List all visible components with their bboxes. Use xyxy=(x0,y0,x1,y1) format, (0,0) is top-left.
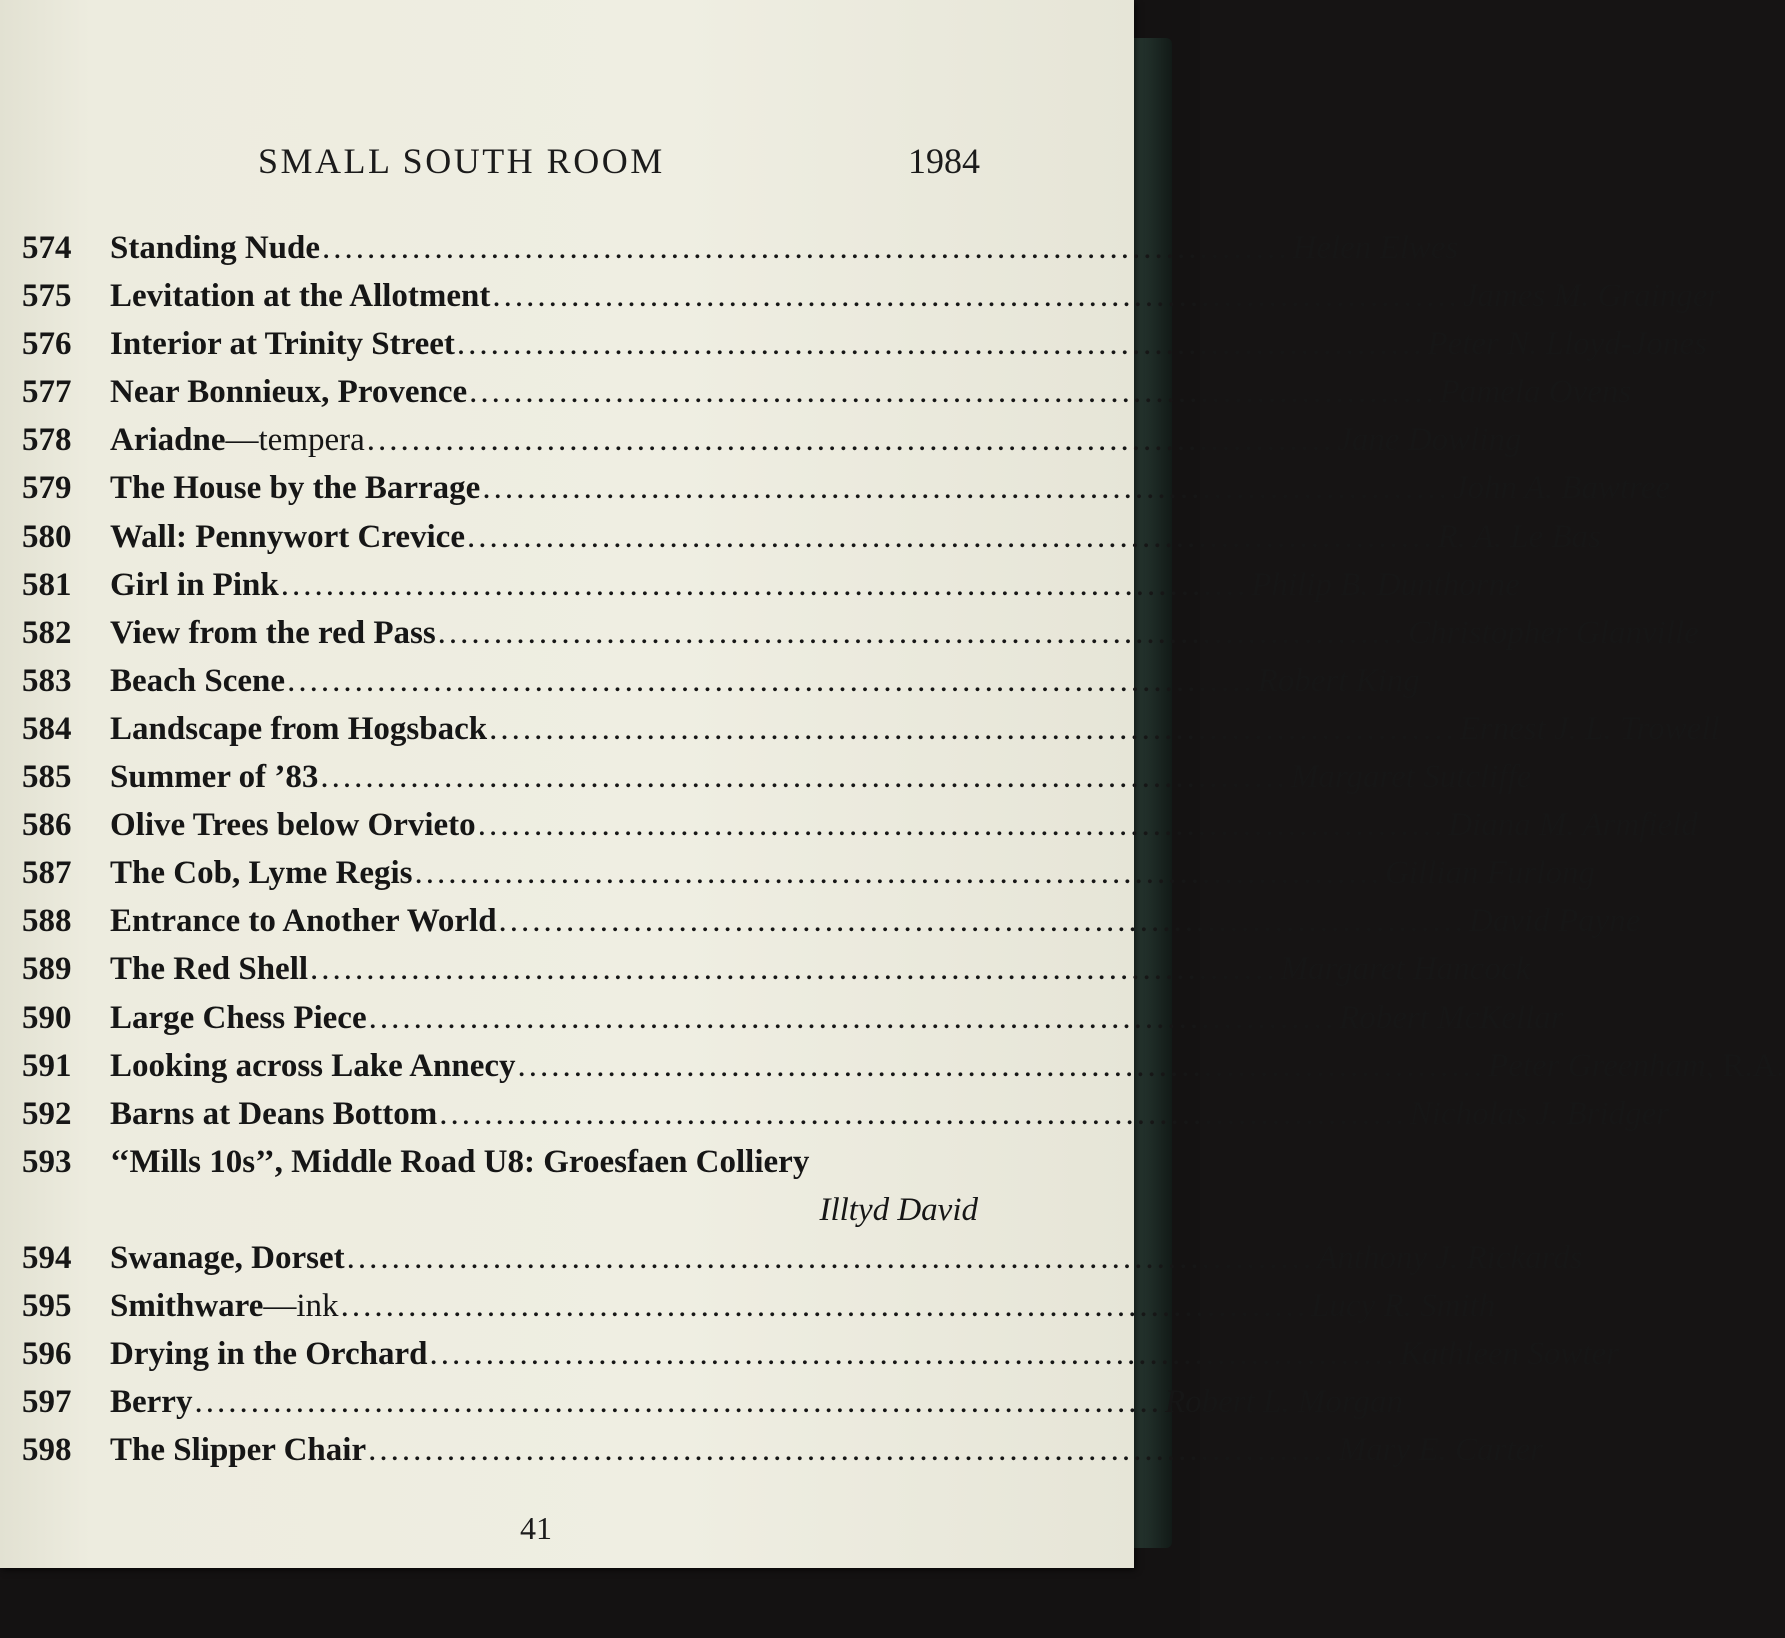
entry-artist: David Payne xyxy=(1469,903,1641,940)
list-item xyxy=(0,801,1698,849)
dot-leader: ...................................................................................... xyxy=(437,614,1406,651)
list-item xyxy=(0,416,1522,464)
dot-leader: ...................................................................................... xyxy=(346,1239,1315,1276)
entry-medium: —ink xyxy=(263,1287,339,1324)
dot-leader: ...................................................................................... xyxy=(517,1047,1486,1084)
dot-leader: ...................................................................................... xyxy=(320,759,1288,796)
list-item xyxy=(0,464,1671,512)
dot-leader: ...................................................................................... xyxy=(322,230,1290,266)
list-item xyxy=(0,705,1720,753)
entry-number: 598 xyxy=(22,1432,72,1469)
entry-artist: Illtyd David xyxy=(819,1191,978,1228)
entry-number: 597 xyxy=(22,1384,72,1421)
entry-title: Landscape from Hogsback xyxy=(110,710,488,747)
entry-artist: John A. Bawtree xyxy=(1452,470,1671,507)
entry-artist: Peter N. Lloyd-Jones xyxy=(1427,326,1707,363)
entry-title: View from the red Pass xyxy=(110,614,436,651)
entry-medium: —tempera xyxy=(225,422,365,459)
entry-artist: Anthony J. Rickards xyxy=(1317,1239,1583,1276)
entry-number: 596 xyxy=(22,1335,72,1372)
entry-title: The House by the Barrage xyxy=(110,470,481,507)
entry-title: Drying in the Orchard xyxy=(110,1335,428,1372)
dot-leader: ...................................................................................... xyxy=(429,1335,1397,1372)
entry-artist xyxy=(1488,1042,1785,1090)
entry-artist: Christopher Glanville xyxy=(1408,614,1699,651)
entry-title xyxy=(110,416,365,464)
list-item xyxy=(0,272,1721,320)
entry-number: 588 xyxy=(22,903,72,940)
entry-artist: Philip B. Dunthorne xyxy=(1251,566,1520,603)
entry-artist-name: Peter Greenham xyxy=(1488,1047,1706,1084)
entry-title: The Cob, Lyme Regis xyxy=(110,855,413,892)
entry-number: 585 xyxy=(22,759,72,796)
list-item xyxy=(0,1282,1496,1330)
dot-leader: ...................................................................................... xyxy=(287,662,1255,699)
list-item xyxy=(0,513,1601,561)
entry-title: Standing Nude xyxy=(110,230,321,266)
entry-number: 579 xyxy=(22,470,72,507)
list-item xyxy=(0,320,1707,368)
entry-number: 580 xyxy=(22,518,72,555)
entry-artist: Robert L. Morgan xyxy=(1164,1384,1403,1421)
dot-leader: ...................................................................................... xyxy=(280,566,1249,603)
entry-line xyxy=(110,1378,1403,1426)
entry-artist: Kathleen Sowter xyxy=(1399,1335,1620,1372)
entry-number: 592 xyxy=(22,1095,72,1132)
entry-artist: Jane Dowling xyxy=(1337,422,1522,459)
entry-number: 590 xyxy=(22,999,72,1036)
dot-leader: ...................................................................................... xyxy=(368,999,1337,1036)
entry-artist: Pamela Ovens xyxy=(1439,374,1632,411)
entry-artist: James M. Grainger xyxy=(1462,278,1721,315)
list-item xyxy=(0,561,1520,609)
entry-artist: Nicholas J. Bridger xyxy=(1409,1095,1670,1132)
dot-leader: ...................................................................................... xyxy=(368,1432,1336,1469)
entry-line xyxy=(110,1330,1620,1378)
running-header xyxy=(0,140,1134,190)
entry-title: The Red Shell xyxy=(110,951,309,988)
entry-line xyxy=(110,705,1720,753)
entry-artist: Margaret Hancock xyxy=(1280,951,1531,988)
dot-leader: ...................................................................................... xyxy=(489,710,1457,747)
entry-line xyxy=(110,416,1522,464)
entry-line xyxy=(110,464,1671,512)
list-item xyxy=(0,849,1595,897)
entry-artist: Helen Elwes xyxy=(1292,230,1459,266)
list-item xyxy=(0,1042,1785,1090)
entry-title: Levitation at the Allotment xyxy=(110,278,491,315)
list-item xyxy=(0,609,1699,657)
list-item xyxy=(0,994,1564,1042)
dot-leader: ...................................................................................... xyxy=(340,1287,1309,1324)
list-item xyxy=(0,945,1531,993)
dot-leader: ...................................................................................... xyxy=(477,807,1446,844)
entry-number: 577 xyxy=(22,374,72,411)
dot-leader: ...................................................................................... xyxy=(466,518,1435,555)
entry-artist: Ernest J. L. Trowell xyxy=(1459,710,1720,747)
entry-title: Berry xyxy=(110,1384,193,1421)
entry-title: Beach Scene xyxy=(110,662,286,699)
entry-title: Interior at Trinity Street xyxy=(110,326,455,363)
entry-number: 575 xyxy=(22,278,72,315)
entry-number: 587 xyxy=(22,855,72,892)
entry-line xyxy=(110,1426,1544,1474)
dot-leader: ...................................................................................... xyxy=(194,1384,1162,1421)
entry-title: Large Chess Piece xyxy=(110,999,367,1036)
entry-line xyxy=(110,1234,1583,1282)
entry-line xyxy=(110,609,1699,657)
entry-title: Looking across Lake Annecy xyxy=(110,1047,516,1084)
entry-number: 583 xyxy=(22,662,72,699)
entry-artist: Robert King xyxy=(1257,662,1420,699)
list-item xyxy=(0,224,1459,272)
entry-line xyxy=(110,1282,1496,1330)
entry-line xyxy=(110,753,1532,801)
entry-artist: Mary E. Carter xyxy=(1338,1432,1544,1469)
list-item xyxy=(0,368,1632,416)
dot-leader: ...................................................................................... xyxy=(482,470,1450,507)
entry-artist: Lucy R. Smith xyxy=(1311,1287,1496,1324)
entry-number: 576 xyxy=(22,326,72,363)
entry-number: 595 xyxy=(22,1287,72,1324)
entry-title: Olive Trees below Orvieto xyxy=(110,807,476,844)
entry-line xyxy=(110,945,1531,993)
entry-list xyxy=(0,224,1785,1474)
entry-line xyxy=(110,320,1707,368)
entry-number: 593 xyxy=(22,1143,72,1180)
dot-leader: ...................................................................................... xyxy=(469,374,1437,411)
dot-leader: ...................................................................................... xyxy=(310,951,1278,988)
entry-title: The Slipper Chair xyxy=(110,1432,367,1469)
entry-number: 574 xyxy=(22,230,72,266)
list-item xyxy=(0,1330,1620,1378)
dot-leader: ...................................................................................... xyxy=(439,1095,1407,1132)
entry-title: Summer of ’83 xyxy=(110,759,319,796)
entry-line xyxy=(110,368,1632,416)
entry-line xyxy=(110,897,1641,945)
entry-line xyxy=(110,1090,1670,1138)
page-number-text: 41 xyxy=(520,1510,552,1546)
entry-number: 578 xyxy=(22,422,72,459)
entry-artist: Gillian Furlong xyxy=(1385,855,1595,892)
entry-title-text: Ariadne xyxy=(110,422,226,459)
entry-artist: Robert McKellar xyxy=(1339,999,1564,1036)
dot-leader: ...................................................................................... xyxy=(498,903,1467,940)
entry-artist: R. A. Le Bas xyxy=(1437,518,1601,555)
list-item xyxy=(0,1378,1403,1426)
dot-leader: ...................................................................................... xyxy=(414,855,1383,892)
entry-number: 582 xyxy=(22,614,72,651)
entry-number: 591 xyxy=(22,1047,72,1084)
dot-leader: ...................................................................................... xyxy=(492,278,1460,315)
page-number xyxy=(0,1510,1134,1547)
header-year: 1984 xyxy=(908,141,980,181)
entry-artist: Diana M. Armfield xyxy=(1448,807,1698,844)
dot-leader: ...................................................................................... xyxy=(366,422,1335,459)
entry-line xyxy=(110,224,1459,272)
entry-artist: Margaret Sutcliffe xyxy=(1290,759,1532,796)
entry-title: Barns at Deans Bottom xyxy=(110,1095,438,1132)
entry-number: 581 xyxy=(22,566,72,603)
entry-line xyxy=(110,1042,1785,1090)
entry-number: 589 xyxy=(22,951,72,988)
entry-title: Near Bonnieux, Provence xyxy=(110,374,468,411)
entry-line xyxy=(110,657,1420,705)
entry-number: 584 xyxy=(22,710,72,747)
entry-artist-suffix: , R.A. xyxy=(1705,1047,1785,1084)
list-item xyxy=(0,1234,1583,1282)
entry-line xyxy=(110,994,1564,1042)
entry-title-text: Smithware xyxy=(110,1287,264,1324)
dot-leader: ...................................................................................... xyxy=(456,326,1425,363)
entry-number: 594 xyxy=(22,1239,72,1276)
entry-title: Entrance to Another World xyxy=(110,903,497,940)
entry-title: Girl in Pink xyxy=(110,566,279,603)
entry-line xyxy=(110,561,1520,609)
entry-line xyxy=(110,849,1595,897)
entry-number: 586 xyxy=(22,807,72,844)
section-title: SMALL SOUTH ROOM xyxy=(258,141,665,181)
list-item xyxy=(0,657,1420,705)
entry-title: Swanage, Dorset xyxy=(110,1239,345,1276)
list-item xyxy=(0,1426,1544,1474)
entry-line xyxy=(110,513,1601,561)
entry-line xyxy=(110,801,1698,849)
list-item xyxy=(0,1138,1134,1234)
entry-title xyxy=(110,1282,339,1330)
list-item xyxy=(0,753,1532,801)
list-item xyxy=(0,1090,1670,1138)
list-item xyxy=(0,897,1641,945)
entry-title: ‘‘Mills 10s’’, Middle Road U8: Groesfaen Colliery xyxy=(110,1143,810,1180)
entry-line xyxy=(110,272,1721,320)
entry-title: Wall: Pennywort Crevice xyxy=(110,518,465,555)
